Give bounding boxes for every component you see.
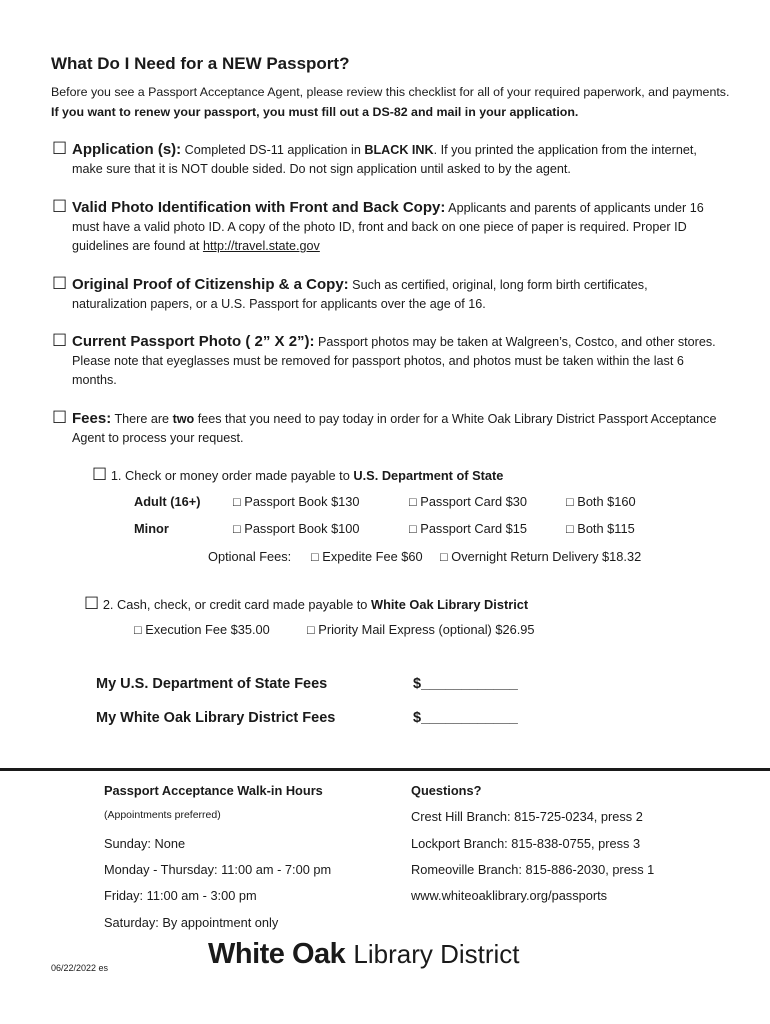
application-bold: BLACK INK [364, 143, 434, 157]
optional-expedite[interactable]: □ Expedite Fee $60 [311, 549, 423, 564]
minor-both[interactable]: □ Both $115 [566, 521, 635, 536]
checkbox-library-fees[interactable]: ☐ [84, 594, 100, 613]
passport-photo-text: Passport photos may be taken at Walgreen’s, Costco, and other stores. Please note that eyeglasses must be removed for passport photos, and photos must be taken within the last 6 months. [72, 335, 716, 387]
application-pre: Completed DS-11 application in [181, 143, 365, 157]
adult-label: Adult (16+) [134, 494, 201, 509]
library-fees-total-value[interactable]: $____________ [413, 710, 518, 726]
website-link[interactable]: www.whiteoaklibrary.org/passports [411, 888, 608, 903]
checkbox-citizenship[interactable]: ☐ [52, 274, 68, 293]
questions-line: Lockport Branch: 815-838-0755, press 3 [411, 836, 641, 851]
library-logo [208, 938, 520, 971]
divider [0, 768, 770, 771]
intro-plain: Before you see a Passport Acceptance Agent, please review this checklist for all of your required paperwork, and payments. [51, 85, 730, 99]
adult-passport-card[interactable]: □ Passport Card $30 [409, 494, 527, 509]
fees-pre: There are [111, 412, 173, 426]
library-fees-heading-bold: White Oak Library District [370, 597, 529, 612]
logo-regular: Library District [353, 939, 520, 969]
library-fees-heading-pre: 2. Cash, check, or credit card made payable to [102, 597, 371, 612]
hours-line: Saturday: By appointment only [104, 915, 279, 930]
state-fees-total-value[interactable]: $____________ [413, 676, 518, 692]
fees-bold: two [172, 412, 195, 426]
checklist-item-application [52, 140, 722, 179]
state-fees-heading-pre: 1. Check or money order made payable to [110, 468, 354, 483]
library-fees-heading [84, 594, 528, 614]
hours-line: Monday - Thursday: 11:00 am - 7:00 pm [104, 862, 332, 877]
fees-post: fees that you need to pay today in order for a White Oak Library District Passport Acceptance Agent to process your request. [72, 412, 717, 445]
hours-note: (Appointments preferred) [104, 809, 221, 821]
optional-overnight[interactable]: □ Overnight Return Delivery $18.32 [440, 549, 642, 564]
logo-bold: White Oak [208, 938, 346, 970]
questions-line: Romeoville Branch: 815-886-2030, press 1 [411, 862, 655, 877]
passport-photo-label: Current Passport Photo ( 2” X 2”): [72, 333, 315, 350]
minor-label: Minor [134, 521, 169, 536]
intro-bold: If you want to renew your passport, you must fill out a DS-82 and mail in your application. [51, 105, 579, 119]
checkbox-state-fees[interactable]: ☐ [92, 465, 108, 484]
application-label: Application (s): [72, 141, 182, 158]
minor-passport-book[interactable]: □ Passport Book $100 [233, 521, 360, 536]
checklist-item-photo-id [52, 198, 722, 256]
hours-line: Sunday: None [104, 836, 186, 851]
checkbox-application[interactable]: ☐ [52, 139, 68, 158]
citizenship-text: Such as certified, original, long form birth certificates, naturalization papers, or a U.S. Passport for applicants over the age of 16. [72, 278, 648, 311]
intro-text [51, 82, 731, 122]
state-fees-heading [92, 465, 503, 485]
citizenship-label: Original Proof of Citizenship & a Copy: [72, 276, 349, 293]
checkbox-passport-photo[interactable]: ☐ [52, 331, 68, 350]
checkbox-fees[interactable]: ☐ [52, 408, 68, 427]
execution-fee[interactable]: □ Execution Fee $35.00 [134, 622, 270, 637]
priority-mail-fee[interactable]: □ Priority Mail Express (optional) $26.95 [307, 622, 535, 637]
photo-id-label: Valid Photo Identification with Front and Back Copy: [72, 199, 446, 216]
page-title: What Do I Need for a NEW Passport? [51, 54, 350, 73]
hours-heading: Passport Acceptance Walk-in Hours [104, 783, 323, 798]
checkbox-photo-id[interactable]: ☐ [52, 197, 68, 216]
state-fees-total-label: My U.S. Department of State Fees [96, 676, 328, 692]
checklist-item-fees [52, 409, 722, 448]
adult-both[interactable]: □ Both $160 [566, 494, 636, 509]
checklist-item-citizenship [52, 275, 722, 314]
minor-passport-card[interactable]: □ Passport Card $15 [409, 521, 527, 536]
travel-state-link[interactable]: http://travel.state.gov [202, 239, 320, 253]
library-fees-total-label: My White Oak Library District Fees [96, 710, 336, 726]
revision-date: 06/22/2022 es [51, 963, 109, 973]
photo-id-text: Applicants and parents of applicants under 16 must have a valid photo ID. A copy of the photo ID, front and back on one piece of paper is required. Proper ID guidelines are found at [72, 201, 704, 253]
application-post: . If you printed the application from the internet, make sure that it is NOT double sided. Do not sign application until asked to by the agent. [72, 143, 697, 176]
questions-heading: Questions? [411, 783, 482, 798]
fees-label: Fees: [72, 410, 112, 427]
optional-fees-label: Optional Fees: [208, 549, 292, 564]
state-fees-heading-bold: U.S. Department of State [353, 468, 504, 483]
checklist-item-passport-photo [52, 332, 722, 390]
questions-line: Crest Hill Branch: 815-725-0234, press 2 [411, 809, 643, 824]
hours-line: Friday: 11:00 am - 3:00 pm [104, 888, 257, 903]
adult-passport-book[interactable]: □ Passport Book $130 [233, 494, 360, 509]
